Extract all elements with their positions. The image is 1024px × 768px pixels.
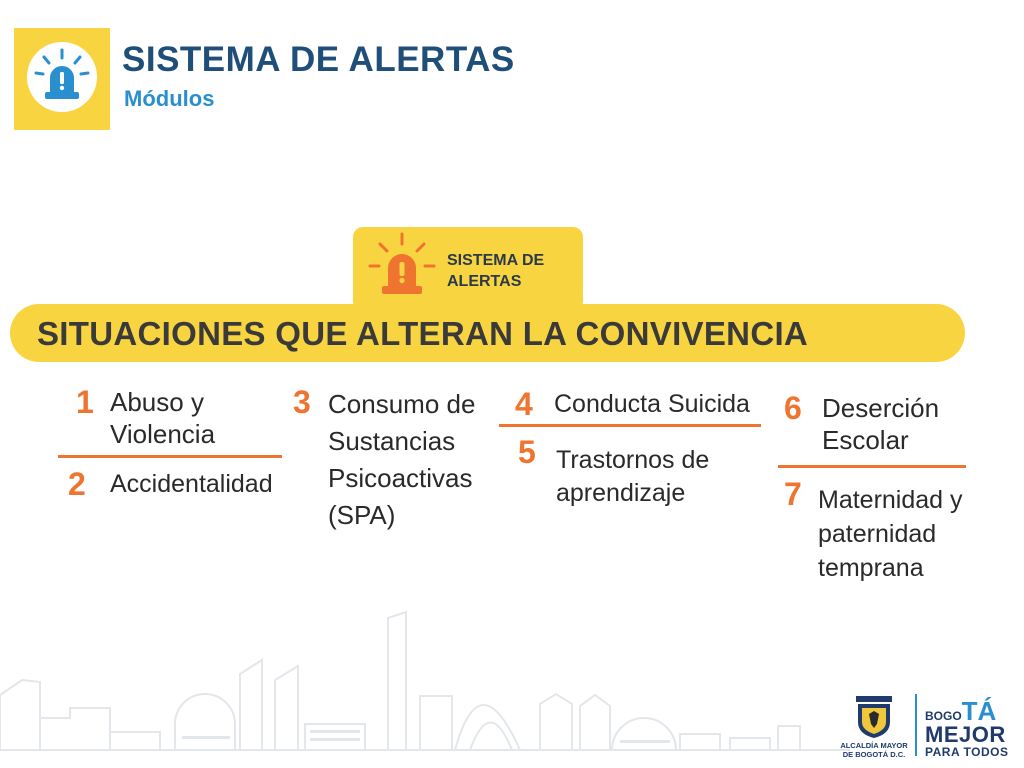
module-2-number: 2 bbox=[68, 466, 86, 502]
para-todos-logo-text: PARA TODOS bbox=[925, 745, 1009, 759]
module-1-number: 1 bbox=[76, 384, 94, 420]
alcaldia-logo-text: ALCALDÍA MAYOR DE BOGOTÁ D.C. bbox=[840, 741, 908, 759]
module-6-label: Deserción Escolar bbox=[822, 393, 940, 455]
module-divider bbox=[778, 465, 966, 468]
logo-divider bbox=[915, 694, 917, 756]
module-divider bbox=[58, 455, 282, 458]
module-7-number: 7 bbox=[784, 476, 802, 512]
module-7-label: Maternidad y paternidad temprana bbox=[818, 486, 963, 582]
module-5-label: Trastornos de aprendizaje bbox=[556, 446, 710, 507]
mejor-logo-text: MEJOR bbox=[925, 722, 1006, 747]
page-subtitle: Módulos bbox=[124, 86, 215, 111]
bogota-coat-of-arms-icon bbox=[852, 694, 896, 740]
banner-title: SITUACIONES QUE ALTERAN LA CONVIVENCIA bbox=[37, 315, 809, 352]
module-divider bbox=[499, 424, 761, 427]
module-3-number: 3 bbox=[293, 384, 311, 420]
alarm-siren-icon bbox=[366, 232, 438, 300]
badge-label-line2: ALERTAS bbox=[447, 273, 522, 290]
module-5-number: 5 bbox=[518, 434, 536, 470]
badge-label bbox=[447, 250, 577, 292]
module-3-label: Consumo de Sustancias Psicoactivas (SPA) bbox=[328, 389, 476, 530]
module-4-number: 4 bbox=[515, 386, 533, 422]
module-1-label: Abuso y Violencia bbox=[110, 387, 216, 449]
module-6-number: 6 bbox=[784, 390, 802, 426]
module-2-label: Accidentalidad bbox=[110, 470, 273, 498]
alarm-siren-icon bbox=[27, 42, 97, 112]
module-4-label: Conducta Suicida bbox=[554, 390, 750, 418]
bogota-mejor-logo: BOGOTÁ bbox=[925, 696, 997, 726]
city-skyline-illustration bbox=[0, 600, 850, 768]
page-title: SISTEMA DE ALERTAS bbox=[122, 40, 515, 79]
badge-label-line1: SISTEMA DE bbox=[447, 252, 545, 269]
